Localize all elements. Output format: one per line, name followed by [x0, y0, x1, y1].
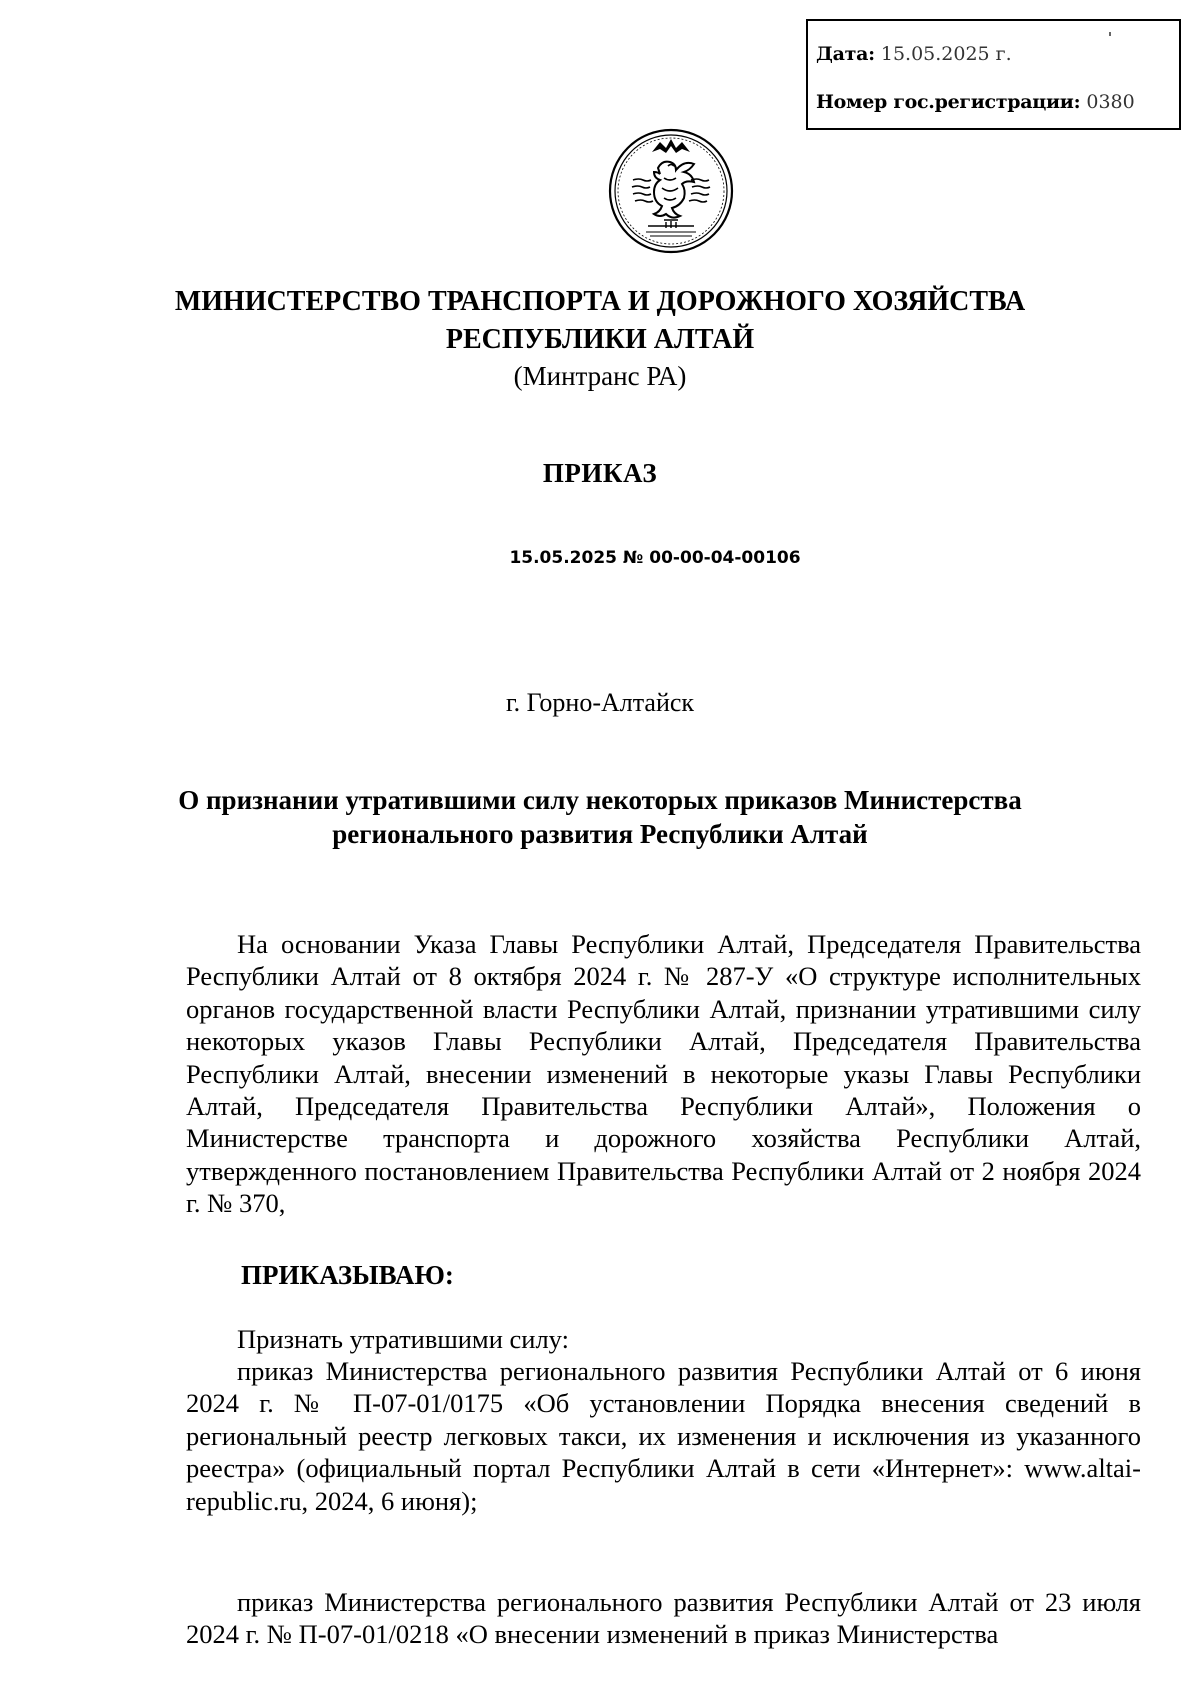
- ministry-name-line1: МИНИСТЕРСТВО ТРАНСПОРТА И ДОРОЖНОГО ХОЗЯЙСТВА: [174, 286, 1026, 317]
- order-subject-line1: О признании утратившими силу некоторых приказов Министерства: [178, 785, 1022, 815]
- repealed-order-item: приказ Министерства регионального развития Республики Алтай от 6 июня 2024 г. № П-07-01/0175 «Об установлении Порядка внесения сведений в региональный реестр легковых такси, их изменения и исключения из указанного реестра» (официальный портал Республики Алтай в сети «Интернет»: www.altai-republic.ru, 2024, 6 июня);: [186, 1356, 1141, 1516]
- document-type-title: ПРИКАЗ: [542, 458, 658, 488]
- registration-date-value: 15.05.2025 г.: [880, 43, 1012, 65]
- registration-number: [816, 91, 1135, 113]
- registration-number-label: Номер гос.регистрации:: [816, 91, 1081, 113]
- registration-date: [816, 43, 1012, 65]
- decree-heading: ПРИКАЗЫВАЮ:: [241, 1260, 454, 1290]
- altai-coat-of-arms-icon: [608, 128, 734, 254]
- repealed-order-item: приказ Министерства регионального развития Республики Алтай от 23 июля 2024 г. № П-07-01/0218 «О внесении изменений в приказ Министерства: [186, 1587, 1141, 1650]
- registration-number-value: 0380: [1086, 91, 1135, 113]
- order-subject-line2: регионального развития Республики Алтай: [332, 819, 868, 849]
- issue-city: г. Горно-Алтайск: [505, 688, 695, 717]
- preamble-paragraph: На основании Указа Главы Республики Алтай, Председателя Правительства Республики Алтай от 8 октября 2024 г. № 287-У «О структуре исполнительных органов государственной власти Республики Алтай, признании утратившими силу некоторых указов Главы Республики Алтай, Председателя Правительства Республики Алтай, внесении изменений в некоторые указы Главы Республики Алтай, Председателя Правительства Республики Алтай», Положения о Министерстве транспорта и дорожного хозяйства Республики Алтай, утвержденного постановлением Правительства Республики Алтай от 2 ноября 2024 г. № 370,: [186, 929, 1141, 1219]
- registration-date-label: Дата:: [816, 43, 875, 65]
- ministry-short-name: (Минтранс РА): [513, 361, 687, 391]
- recognize-invalid-line: Признать утратившими силу:: [237, 1324, 569, 1354]
- order-date-number: 15.05.2025 № 00-00-04-00106: [509, 548, 801, 568]
- ministry-name-line2: РЕСПУБЛИКИ АЛТАЙ: [445, 324, 755, 355]
- scan-mark: [1109, 32, 1111, 36]
- registration-stamp: [806, 19, 1181, 130]
